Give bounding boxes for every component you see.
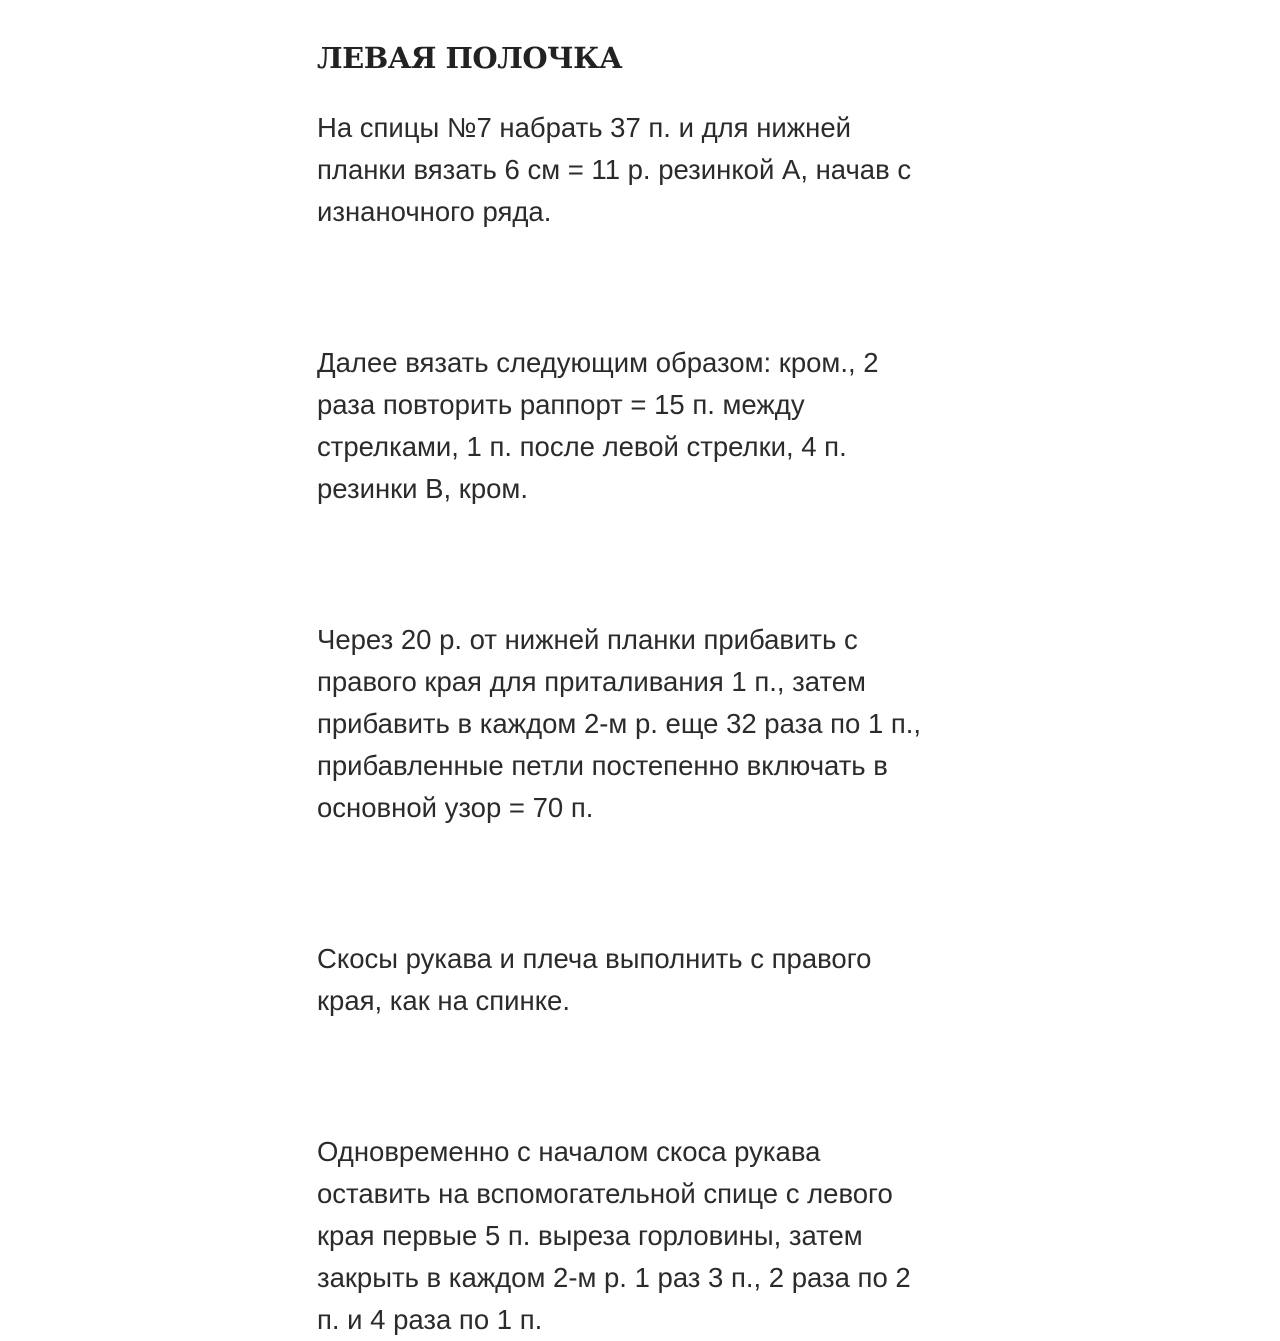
document-page [317, 36, 977, 1341]
paragraph-neckline [317, 1131, 977, 1341]
text-line: Через 20 р. от нижней планки прибавить с [317, 624, 858, 655]
text-line: прибавить в каждом 2-м р. еще 32 раза по 1 п., [317, 708, 922, 739]
text-line: раза повторить раппорт = 15 п. между [317, 389, 805, 420]
text-line: стрелками, 1 п. после левой стрелки, 4 п. [317, 431, 847, 462]
paragraph-sleeve-shoulder [317, 938, 977, 1022]
paragraph-cast-on [317, 107, 977, 233]
text-line: Далее вязать следующим образом: кром., 2 [317, 347, 879, 378]
text-line: прибавленные петли постепенно включать в [317, 750, 888, 781]
text-line: планки вязать 6 см = 11 р. резинкой А, начав с [317, 154, 912, 185]
text-line: Одновременно с началом скоса рукава [317, 1136, 821, 1167]
paragraph-increases [317, 619, 977, 829]
text-line: изнаночного ряда. [317, 196, 552, 227]
text-line: закрыть в каждом 2-м р. 1 раз 3 п., 2 раза по 2 [317, 1262, 911, 1293]
text-line: основной узор = 70 п. [317, 792, 594, 823]
text-line: правого края для приталивания 1 п., затем [317, 666, 866, 697]
text-line: На спицы №7 набрать 37 п. и для нижней [317, 112, 851, 143]
document-title: ЛЕВАЯ ПОЛОЧКА [317, 41, 623, 75]
text-line: Скосы рукава и плеча выполнить с правого [317, 943, 872, 974]
text-line: края первые 5 п. выреза горловины, затем [317, 1220, 863, 1251]
text-line: края, как на спинке. [317, 985, 570, 1016]
text-line: резинки В, кром. [317, 473, 528, 504]
paragraph-pattern [317, 342, 977, 510]
text-line: п. и 4 раза по 1 п. [317, 1304, 543, 1335]
text-line: оставить на вспомогательной спице с левого [317, 1178, 893, 1209]
